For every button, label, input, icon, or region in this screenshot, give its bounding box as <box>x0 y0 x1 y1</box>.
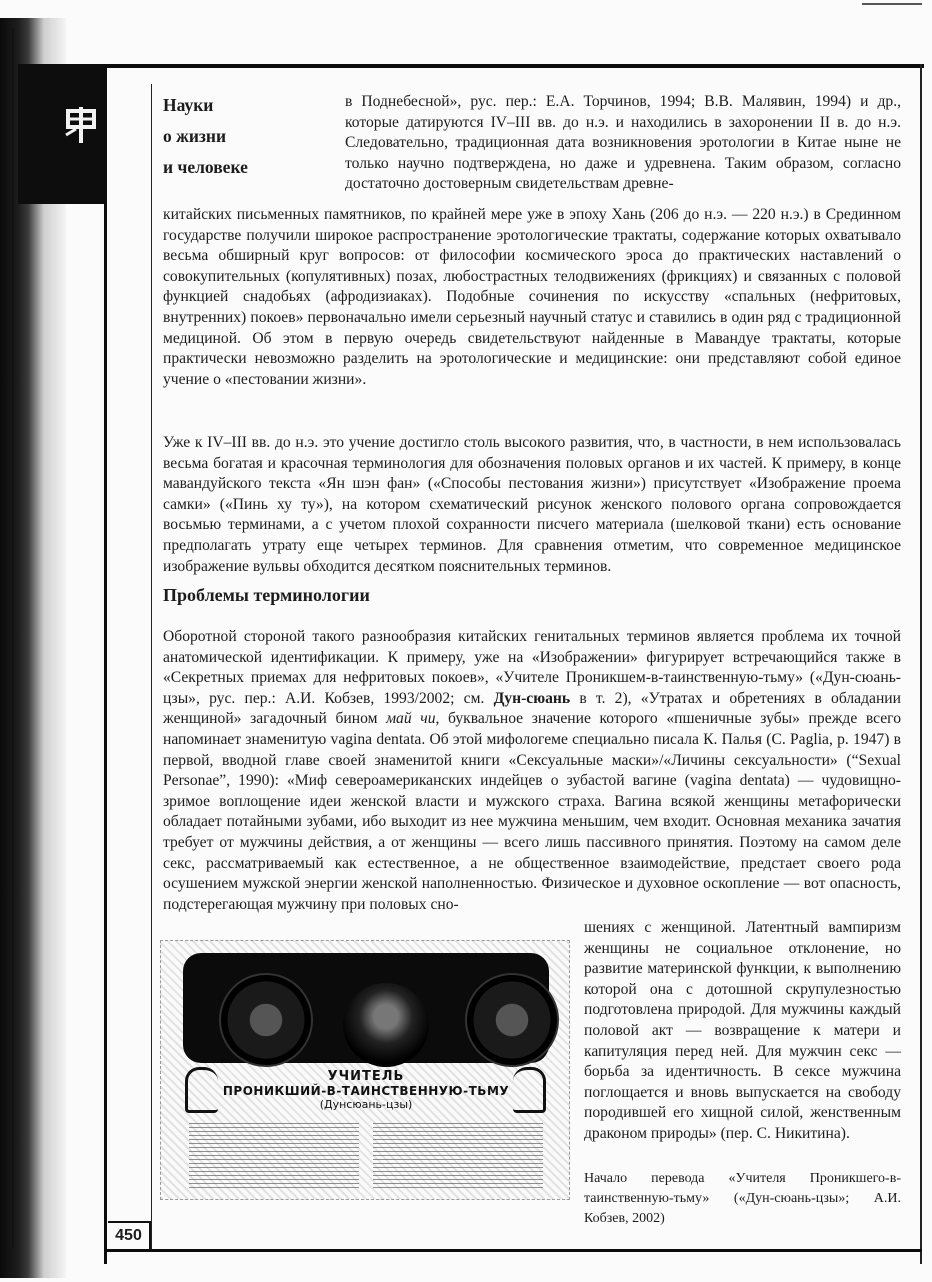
spine-edge-line <box>12 28 14 1248</box>
body-paragraph-continuation: китайских письменных памятников, по крайней мере уже в эпоху Хань (206 до н.э. — 220 н.э.) в Срединном государстве получили широкое распространение эротологические трактаты, содержание которых охватывало весьма обширный круг вопросов: от философии космического эроса до практических наставлений о совокупительных (копулятивных) позах, любострастных телодвижениях (фрикциях) и связанных с половой функцией снадобьях (афродизиаках). Подобные сочинения по искусству «спальных (нефритовых, внутренних) покоев» первоначально имели серьезный научный статус и ставились в один ряд с традиционной медициной. Об этом в первую очередь свидетельствуют найденные в Мавандуе трактаты, которые практически невозможно разделить на эротологические и медицинские: они представляют собой единое учение о «пестовании жизни». <box>163 206 901 388</box>
paragraph-text: Оборотной стороной такого разнообразия китайских генитальных терминов является проблема их точной анатомической идентификации. К примеру, уже на «Изображении» фигурирует встречающийся также в «Секретных приемах для нефритовых покоев», «Учителе Проникшем-в-таинственную-тьму» («Дун-сюань-цзы», рус. пер.: А.И. Кобзев, 1993/2002; см. <box>163 628 901 707</box>
section-label <box>163 90 333 183</box>
figure-text-columns <box>189 1123 543 1189</box>
figure-medallion <box>465 973 559 1067</box>
paragraph-text: , буквальное значение которого «пшеничные зубы» прежде всего напоминает знаменитую vagina dentata. Об этой мифологеме специально писала К. Палья (C. Paglia, p. 1947) в первой, вводной главе своей знаменитой книги «Сексуальные маски»/«Личины сексуальности» (“Sexual Personae”, 1990): «Миф североамериканских индейцев о зубастой вагине (vagina dentata) — чудовищно-зримое воплощение идеи женской власти и мужского страха. Вагина всякой женщины метафорически обладает потайными зубами, ибо выходит из нее мужчина меньшим, чем входит. Основная механика зачатия требует от мужчины действия, а от женщины — всего лишь пассивного принятия. Поэтому на самом деле секс, рассматриваемый как естественное, а не общественное взаимодействие, предстает своего рода осушением мужской энергии женской наполненностью. Физическое и духовное оскопление — вот опасность, подстерегающая мужчину при половых сно- <box>163 710 901 913</box>
section-label-line: и человеке <box>163 157 248 177</box>
figure-title-line: ПРОНИКШИЙ-В-ТАИНСТВЕННУЮ-ТЬМУ <box>222 1084 510 1098</box>
term-italic: май чи <box>386 710 436 728</box>
page-frame-top <box>104 64 924 68</box>
body-paragraph-3 <box>163 627 901 915</box>
figure-title-line: (Дунсюань-цзы) <box>319 1098 413 1111</box>
section-label-line: о жизни <box>163 126 227 146</box>
margin-rule <box>151 84 152 1249</box>
figure-title <box>191 1069 541 1111</box>
page-frame-right <box>920 64 922 1264</box>
paragraph-text: в т. 2), «Утратах и обретениях в обладании женщиной» загадочный бином <box>163 689 901 728</box>
page-number: 450 <box>108 1221 151 1249</box>
cross-reference[interactable]: Дун-сюань <box>493 689 571 707</box>
figure-illustration <box>160 940 570 1200</box>
page-frame-bottom <box>104 1249 922 1252</box>
body-paragraph-2: Уже к IV–III вв. до н.э. это учение достигло столь высокого развития, что, в частности, в нем использовалась весьма богатая и красочная терминология для обозначения половых органов и их частей. К примеру, в конце мавандуйского текста «Ян шэн фан» («Способы пестования жизни») присутствует «Изображение проема самки» («Пинь ху ту»), на котором схематический рисунок женского полового органа сопровождается восьмью терминами, а с учетом плохой сохранности писчего материала (шелковой ткани) есть основание предполагать утрату еще четырех терминов. Для сравнения отметим, что современное медицинское изображение вульвы обходится десятком пояснительных терминов. <box>163 434 901 575</box>
chinese-glyph-emblem-icon <box>62 105 100 145</box>
scan-artifact-line <box>862 3 922 5</box>
body-paragraph-right-column: шениях с женщиной. Латентный вампиризм женщины не социальное отклонение, но развитие материнской функции, к выполнению которой она с дотошной скрупулезностью подготовлена природой. Для мужчины каждый половой акт — возвращение к матери и капитуляция перед ней. Для мужчин секс — борьба за идентичность. В сексе мужчина поглощается и вновь выпускается на свободу породившей его хищной силой, женственным драконом природы» (пер. С. Никитина). <box>584 919 901 1142</box>
section-label-line: Науки <box>163 95 214 115</box>
figure-caption: Начало перевода «Учителя Проникшего-в-таинственную-тьму» («Дун-сюань-цзы»; А.И. Кобзев, 2002) <box>584 1171 901 1226</box>
section-heading: Проблемы терминологии <box>163 585 370 605</box>
figure-ornament-band <box>183 953 549 1063</box>
figure-medallion <box>219 973 313 1067</box>
book-spine-shadow <box>0 18 66 1278</box>
page-frame-left <box>104 64 107 1264</box>
figure-title-line: УЧИТЕЛЬ <box>327 1069 405 1084</box>
figure-portrait <box>343 983 429 1067</box>
figure-text-column <box>189 1123 359 1189</box>
body-paragraph-intro: в Поднебесной», рус. пер.: Е.А. Торчинов, 1994; В.В. Малявин, 1994) и др., которые датируются IV–III вв. до н.э. и находились в захоронении II в. до н.э. Следовательно, традиционная дата возникновения эротологии в Китае ныне не только научно подтверждена, но даже и удревнена. Таким образом, согласно достаточно достоверным свидетельствам древне- <box>345 93 901 193</box>
figure-text-column <box>373 1123 543 1189</box>
